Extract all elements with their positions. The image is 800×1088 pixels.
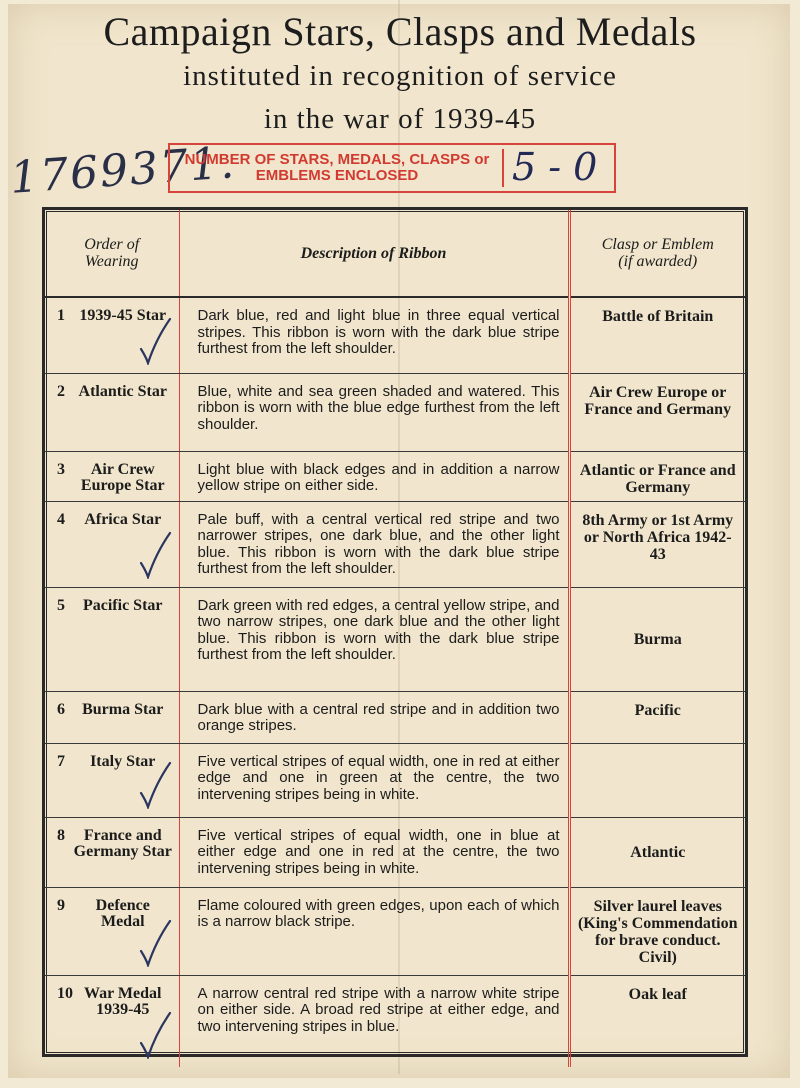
- order-number: 4: [57, 510, 65, 528]
- order-number: 3: [57, 460, 65, 478]
- medal-name: Burma Star: [82, 700, 164, 718]
- handwritten-serial-number: 1769371.: [8, 137, 238, 204]
- order-entry: [45, 818, 179, 860]
- medal-name: Pacific Star: [82, 596, 163, 614]
- clasp-emblem: Atlantic: [569, 817, 745, 887]
- ribbon-description: Pale buff, with a central vertical red stripe and two narrower stripes, one dark blue, and the other light blue. This ribbon is worn with the dark blue stripe furthest from the left shoulder.: [179, 501, 569, 587]
- tick-mark-icon: [138, 531, 172, 579]
- order-entry: [45, 502, 179, 528]
- table-row: [45, 587, 745, 691]
- clasp-emblem: Air Crew Europe or France and Germany: [569, 373, 745, 451]
- table-row: [45, 373, 745, 451]
- ribbon-description: Dark blue with a central red stripe and in addition two orange stripes.: [179, 691, 569, 743]
- tick-mark-icon: [138, 317, 172, 365]
- enclosed-count-value: 5 - 0: [512, 145, 598, 189]
- header-description: Description of Ribbon: [179, 210, 569, 297]
- order-number: 2: [57, 382, 65, 400]
- table-row: [45, 817, 745, 887]
- ribbon-description: Light blue with black edges and in addition a narrow yellow stripe on either side.: [179, 451, 569, 501]
- order-cell: [45, 817, 179, 887]
- clasp-emblem: Burma: [569, 587, 745, 691]
- order-number: 1: [57, 307, 65, 324]
- medal-name: France and Germany Star: [73, 826, 172, 860]
- clasp-emblem: Pacific: [569, 691, 745, 743]
- order-number: 6: [57, 700, 65, 718]
- clasp-emblem: Oak leaf: [628, 985, 687, 1003]
- clasp-emblem: Silver laurel leaves (King's Commendation for brave conduct. Civil): [569, 887, 745, 975]
- ribbon-description: Dark blue, red and light blue in three equal vertical stripes. This ribbon is worn with the dark blue stripe furthest from the left shoulder.: [179, 297, 569, 373]
- clasp-emblem: 8th Army or 1st Army or North Africa 1942-43: [569, 501, 745, 587]
- tick-mark-icon: [138, 761, 172, 809]
- ribbon-description: Blue, white and sea green shaded and watered. This ribbon is worn with the blue edge furthest from the left shoulder.: [179, 373, 569, 451]
- order-number: 5: [57, 596, 65, 614]
- page-title: Campaign Stars, Clasps and Medals: [103, 9, 697, 54]
- page-subtitle-line2: in the war of 1939-45: [263, 103, 537, 135]
- clasp-emblem: Atlantic or France and Germany: [569, 451, 745, 501]
- ribbon-description: A narrow central red stripe with a narrow white stripe on either side. A broad red stripe at either edge, and two intervening stripes in blue.: [179, 975, 569, 1067]
- medal-name: Defence Medal: [95, 896, 150, 930]
- enclosed-count-label: NUMBER OF STARS, MEDALS, CLASPS or EMBLEMS ENCLOSED: [184, 151, 490, 184]
- order-cell: [45, 587, 179, 691]
- order-number: 8: [57, 826, 65, 844]
- enclosed-count-box: [168, 143, 616, 193]
- medal-name: War Medal 1939-45: [84, 984, 162, 1018]
- table-row: [45, 691, 745, 743]
- header-clasp: Clasp or Emblem (if awarded): [569, 210, 745, 297]
- order-number: 7: [57, 752, 65, 770]
- header-order: Order of Wearing: [45, 210, 179, 297]
- ribbon-description: Dark green with red edges, a central yellow stripe, and two narrow stripes, one dark blue and the other light blue. This ribbon is worn with the dark blue stripe furthest from the left shoulder.: [179, 587, 569, 691]
- page-subtitle-line1: instituted in recognition of service: [183, 60, 617, 92]
- enclosed-count-divider: [502, 149, 504, 187]
- order-number: 9: [57, 896, 65, 914]
- order-cell: [45, 691, 179, 743]
- order-number: 10: [57, 984, 73, 1002]
- clasp-emblem: Battle of Britain: [569, 297, 745, 373]
- order-entry: [45, 588, 179, 614]
- table-header-row: [45, 210, 745, 297]
- medal-name: Africa Star: [84, 510, 162, 528]
- ribbon-description: Five vertical stripes of equal width, one in blue at either edge and one in red at the centre, the two intervening stripes being in white.: [179, 817, 569, 887]
- tick-mark-icon: [138, 919, 172, 967]
- table-row: [45, 451, 745, 501]
- medal-name: Italy Star: [90, 752, 156, 770]
- medal-name: Atlantic Star: [78, 382, 167, 400]
- order-entry: [45, 692, 179, 718]
- order-entry: [45, 374, 179, 400]
- clasp-emblem: [569, 743, 745, 817]
- order-cell: [45, 451, 179, 501]
- order-entry: [45, 452, 179, 494]
- order-cell: [45, 373, 179, 451]
- tick-mark-icon: [138, 1011, 172, 1059]
- medal-name: 1939-45 Star: [79, 307, 167, 324]
- medal-name: Air Crew Europe Star: [80, 460, 165, 494]
- ribbon-description: Five vertical stripes of equal width, one in red at either edge and one in green at the centre, the two intervening stripes being in white.: [179, 743, 569, 817]
- ribbon-description: Flame coloured with green edges, upon each of which is a narrow black stripe.: [179, 887, 569, 975]
